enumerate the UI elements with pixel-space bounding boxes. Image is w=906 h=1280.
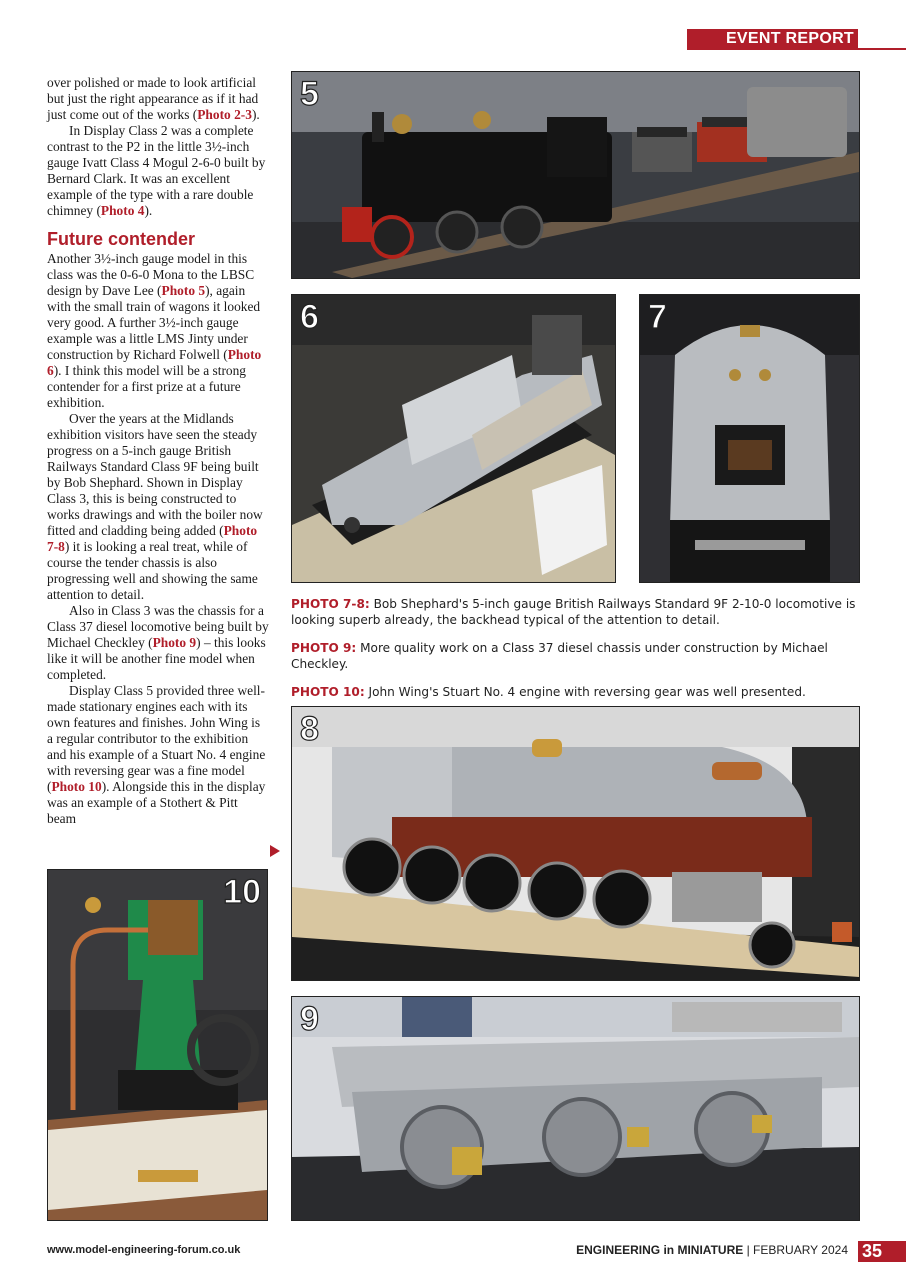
photo-captions xyxy=(291,596,858,712)
paragraph-4: Over the years at the Midlands exhibition visitors have seen the steady progress on a 5-inch gauge British Railways Standard Class 9F being built by Bob Shephard. Shown in Display Class 3, this is being constructed to works drawings and with the boiler now fitted and cladding being added (Photo 7-8) it is looking a real treat, while of course the tender chassis is also progressing well and showing the same attention to detail. xyxy=(47,411,263,602)
photo-10 xyxy=(47,869,268,1221)
caption-9: PHOTO 9: More quality work on a Class 37 diesel chassis under construction by Michael Checkley. xyxy=(291,641,828,671)
paragraph-6: Display Class 5 provided three well-made stationary engines each with its own features and finishes. John Wing is a regular contributor to the exhibition and his example of a Stuart No. 4 engine with reversing gear was a fine model (Photo 10). Alongside this in the display was an example of a Stothert & Pitt beam xyxy=(47,683,266,826)
photo-9-image xyxy=(292,997,859,1220)
section-heading: Future contender xyxy=(47,229,196,249)
photo-8-image xyxy=(292,707,859,980)
page-number: 35 xyxy=(858,1241,906,1262)
banner-rule xyxy=(687,48,906,50)
photo-9 xyxy=(291,996,860,1221)
photo-7 xyxy=(639,294,860,583)
paragraph-5: Also in Class 3 was the chassis for a Class 37 diesel locomotive being built by Michael Checkley (Photo 9) – this looks like it will be another fine model when completed. xyxy=(47,603,269,682)
paragraph-1: over polished or made to look artificial but just the right appearance as if it had just come out of the works (Photo 2-3). xyxy=(47,75,260,122)
photo-number: 10 xyxy=(223,873,261,911)
photo-number: 9 xyxy=(300,1000,319,1038)
section-banner: EVENT REPORT xyxy=(687,29,858,49)
photo-6 xyxy=(291,294,616,583)
footer-magazine: ENGINEERING in MINIATURE | FEBRUARY 2024 xyxy=(576,1243,848,1257)
photo-number: 7 xyxy=(648,298,667,336)
photo-number: 5 xyxy=(300,75,319,113)
photo-ref: Photo 5 xyxy=(161,283,206,298)
photo-10-image xyxy=(48,870,267,1220)
photo-8 xyxy=(291,706,860,981)
photo-ref: Photo 9 xyxy=(152,635,197,650)
caption-7-8: PHOTO 7-8: Bob Shephard's 5-inch gauge British Railways Standard 9F 2-10-0 locomotive is looking superb already, the backhead typical of the attention to detail. xyxy=(291,597,856,627)
photo-number: 8 xyxy=(300,710,319,748)
photo-7-image xyxy=(640,295,859,582)
photo-ref: Photo 10 xyxy=(51,779,102,794)
photo-ref: Photo 2-3 xyxy=(197,107,252,122)
photo-number: 6 xyxy=(300,298,319,336)
photo-ref: Photo 6 xyxy=(47,347,262,378)
photo-ref: Photo 7-8 xyxy=(47,523,258,554)
photo-6-image xyxy=(292,295,615,582)
photo-5 xyxy=(291,71,860,279)
article-column xyxy=(47,75,269,827)
caption-10: PHOTO 10: John Wing's Stuart No. 4 engine with reversing gear was well presented. xyxy=(291,685,806,699)
paragraph-2: In Display Class 2 was a complete contrast to the P2 in the little 3½-inch gauge Ivatt Class 4 Mogul 2-6-0 built by Bernard Clark. It was an excellent example of the type with a rare double chimney (Photo 4). xyxy=(47,123,266,218)
footer-url: www.model-engineering-forum.co.uk xyxy=(47,1244,241,1256)
photo-5-image xyxy=(292,72,859,278)
paragraph-3: Another 3½-inch gauge model in this class was the 0-6-0 Mona to the LBSC design by Dave Lee (Photo 5), again with the small train of wagons it looked very good. A further 3½-inch gauge example was a little LMS Jinty under construction by Richard Folwell (Photo 6). I think this model will be a strong contender for a first prize at a future exhibition. xyxy=(47,251,262,410)
photo-ref: Photo 4 xyxy=(100,203,145,218)
continue-arrow-icon xyxy=(270,845,280,857)
